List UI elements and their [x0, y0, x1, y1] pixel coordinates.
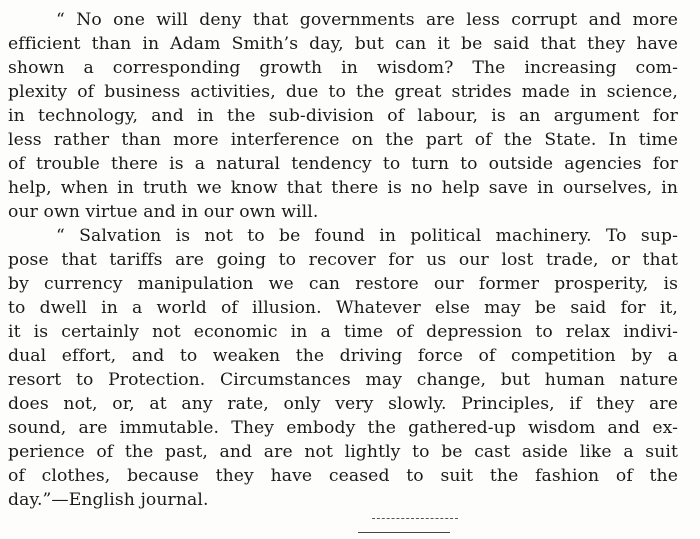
paragraph-line: day.”—English journal. [8, 490, 209, 510]
section-rule [358, 532, 450, 533]
paragraph-line: less rather than more interference on the part of the State. In time [8, 130, 678, 150]
paragraph-line: “ Salvation is not to be found in political machinery. To sup- [56, 226, 678, 246]
paragraph-line: to dwell in a world of illusion. Whatever else may be said for it, [8, 298, 678, 318]
paragraph-line: resort to Protection. Circumstances may change, but human nature [8, 370, 678, 390]
ornamental-divider [372, 518, 458, 519]
paragraph-2 [8, 224, 678, 512]
paragraph-line: of trouble there is a natural tendency to turn to outside agencies for [8, 154, 678, 174]
paragraph-line: our own virtue and in our own will. [8, 202, 319, 222]
paragraph-line: “ No one will deny that governments are less corrupt and more [56, 10, 678, 30]
paragraph-line: perience of the past, and are not lightly to be cast aside like a suit [8, 442, 678, 462]
paragraph-line: by currency manipulation we can restore our former prosperity, is [8, 274, 678, 294]
paragraph-line: in technology, and in the sub-division of labour, is an argument for [8, 106, 678, 126]
paragraph-line: pose that tariffs are going to recover for us our lost trade, or that [8, 250, 678, 270]
paragraph-line: of clothes, because they have ceased to suit the fashion of the [8, 466, 678, 486]
paragraph-line: help, when in truth we know that there is no help save in ourselves, in [8, 178, 678, 198]
paragraph-line: dual effort, and to weaken the driving force of competition by a [8, 346, 678, 366]
paragraph-line: plexity of business activities, due to the great strides made in science, [8, 82, 678, 102]
paragraph-line: it is certainly not economic in a time of depression to relax indivi- [8, 322, 678, 342]
paragraph-line: does not, or, at any rate, only very slowly. Principles, if they are [8, 394, 678, 414]
paragraph-line: efficient than in Adam Smith’s day, but can it be said that they have [8, 34, 678, 54]
paragraph-1 [8, 8, 678, 224]
paragraph-line: shown a corresponding growth in wisdom? The increasing com- [8, 58, 678, 78]
paragraph-line: sound, are immutable. They embody the gathered-up wisdom and ex- [8, 418, 678, 438]
text-column [8, 8, 678, 512]
